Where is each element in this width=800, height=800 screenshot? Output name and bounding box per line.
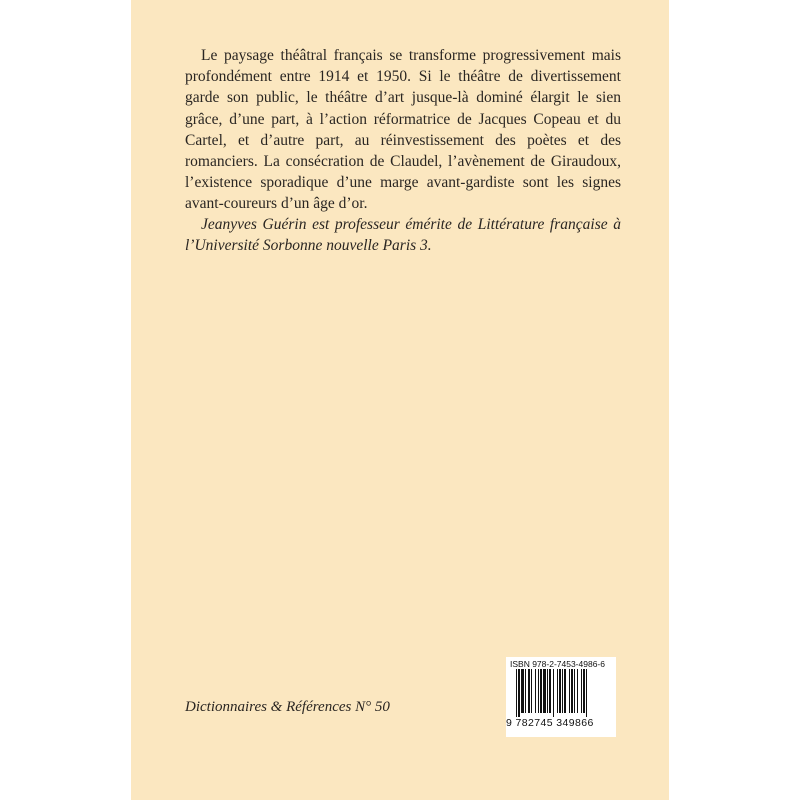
back-cover [131, 0, 669, 800]
barcode-bar [586, 669, 587, 717]
barcode-bar [557, 669, 558, 713]
isbn-label: ISBN 978-2-7453-4986-6 [510, 659, 605, 669]
barcode-bar [571, 669, 573, 713]
barcode-bar [562, 669, 563, 713]
barcode-bar [581, 669, 582, 713]
barcode-bar [574, 669, 575, 713]
barcode-bar [547, 669, 548, 713]
author-note: Jeanyves Guérin est professeur émérite de Littérature française à l’Université Sorbonne nouvelle Paris 3. [185, 216, 621, 255]
barcode-bars [506, 669, 616, 717]
blurb-paragraph: Le paysage théâtral français se transforme progressivement mais profondément entre 1914 et 1950. Si le théâtre de divertissement garde son public, le théâtre d’art jusque-là dominé élargit le sien grâce, d’une part, à l’action réformatrice de Jacques Copeau et du Cartel, et d’autre part, au réinvestissement des poètes et des romanciers. La consécration de Claudel, l’avènement de Giraudoux, l’existence sporadique d’une marge avant-gardiste sont les signes avant-coureurs d’un âge d’or. [185, 47, 621, 213]
barcode-bar [531, 669, 532, 713]
barcode-bar [564, 669, 566, 713]
isbn-barcode [506, 657, 616, 737]
barcode-bar [543, 669, 546, 713]
barcode-bar [540, 669, 542, 713]
barcode-bar [528, 669, 530, 713]
barcode-bar [569, 669, 570, 713]
barcode-bar [535, 669, 536, 713]
barcode-bar [549, 669, 551, 713]
barcode-bar [525, 669, 526, 713]
barcode-bar [521, 669, 524, 713]
barcode-bar [553, 669, 554, 717]
barcode-digits: 9 782745 349866 [506, 717, 594, 729]
barcode-bar [559, 669, 561, 713]
barcode-bar [538, 669, 539, 713]
barcode-bar [518, 669, 520, 717]
series-label: Dictionnaires & Références N° 50 [185, 699, 390, 715]
barcode-bar [577, 669, 578, 713]
barcode-bar [516, 669, 517, 717]
barcode-bar [583, 669, 585, 713]
